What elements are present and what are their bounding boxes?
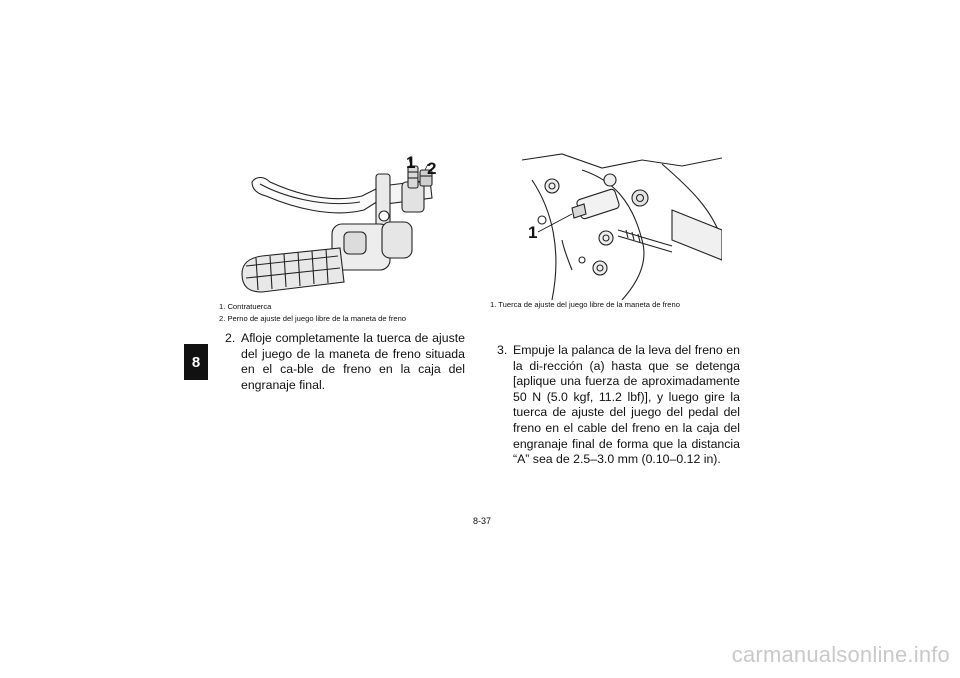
caption-item: 2. Perno de ajuste del juego libre de la maneta de freno [219,314,407,323]
chapter-tab: 8 [184,344,208,380]
brake-cam-illustration [522,150,722,300]
instruction-step-2 [225,331,465,393]
brake-lever-illustration [232,152,460,300]
caption-item: 1. Tuerca de ajuste del juego libre de la maneta de freno [490,300,680,309]
brake-cam-drawing [522,150,722,300]
watermark: carmanualsonline.info [731,642,950,667]
callout-1: 1 [406,153,416,172]
callout-2: 2 [427,159,437,178]
page-number: 8-37 [472,516,491,526]
step-text: Empuje la palanca de la leva del freno en la di-rección (a) hasta que se detenga [aplique una fuerza de aproximadamente 50 N (5.0 kgf, 11.2 lbf)], y luego gire la tuerca de ajuste del juego del pedal del freno en el cable del freno en la caja del engranaje final de forma que la distancia “A” sea de 2.5–3.0 mm (0.10–0.12 in). [513,343,740,467]
figure-right-captions [490,299,750,311]
step-number: 2. [225,331,236,345]
figure-left-captions [219,301,469,325]
instruction-step-3 [497,343,740,468]
callout-1: 1 [528,223,538,242]
caption-item: 1. Contratuerca [219,302,272,311]
step-text: Afloje completamente la tuerca de ajuste del juego de la maneta de freno situada en el ca-ble de freno en la caja del engranaje final. [241,331,465,392]
step-number: 3. [497,343,508,357]
brake-lever-drawing [232,152,460,300]
